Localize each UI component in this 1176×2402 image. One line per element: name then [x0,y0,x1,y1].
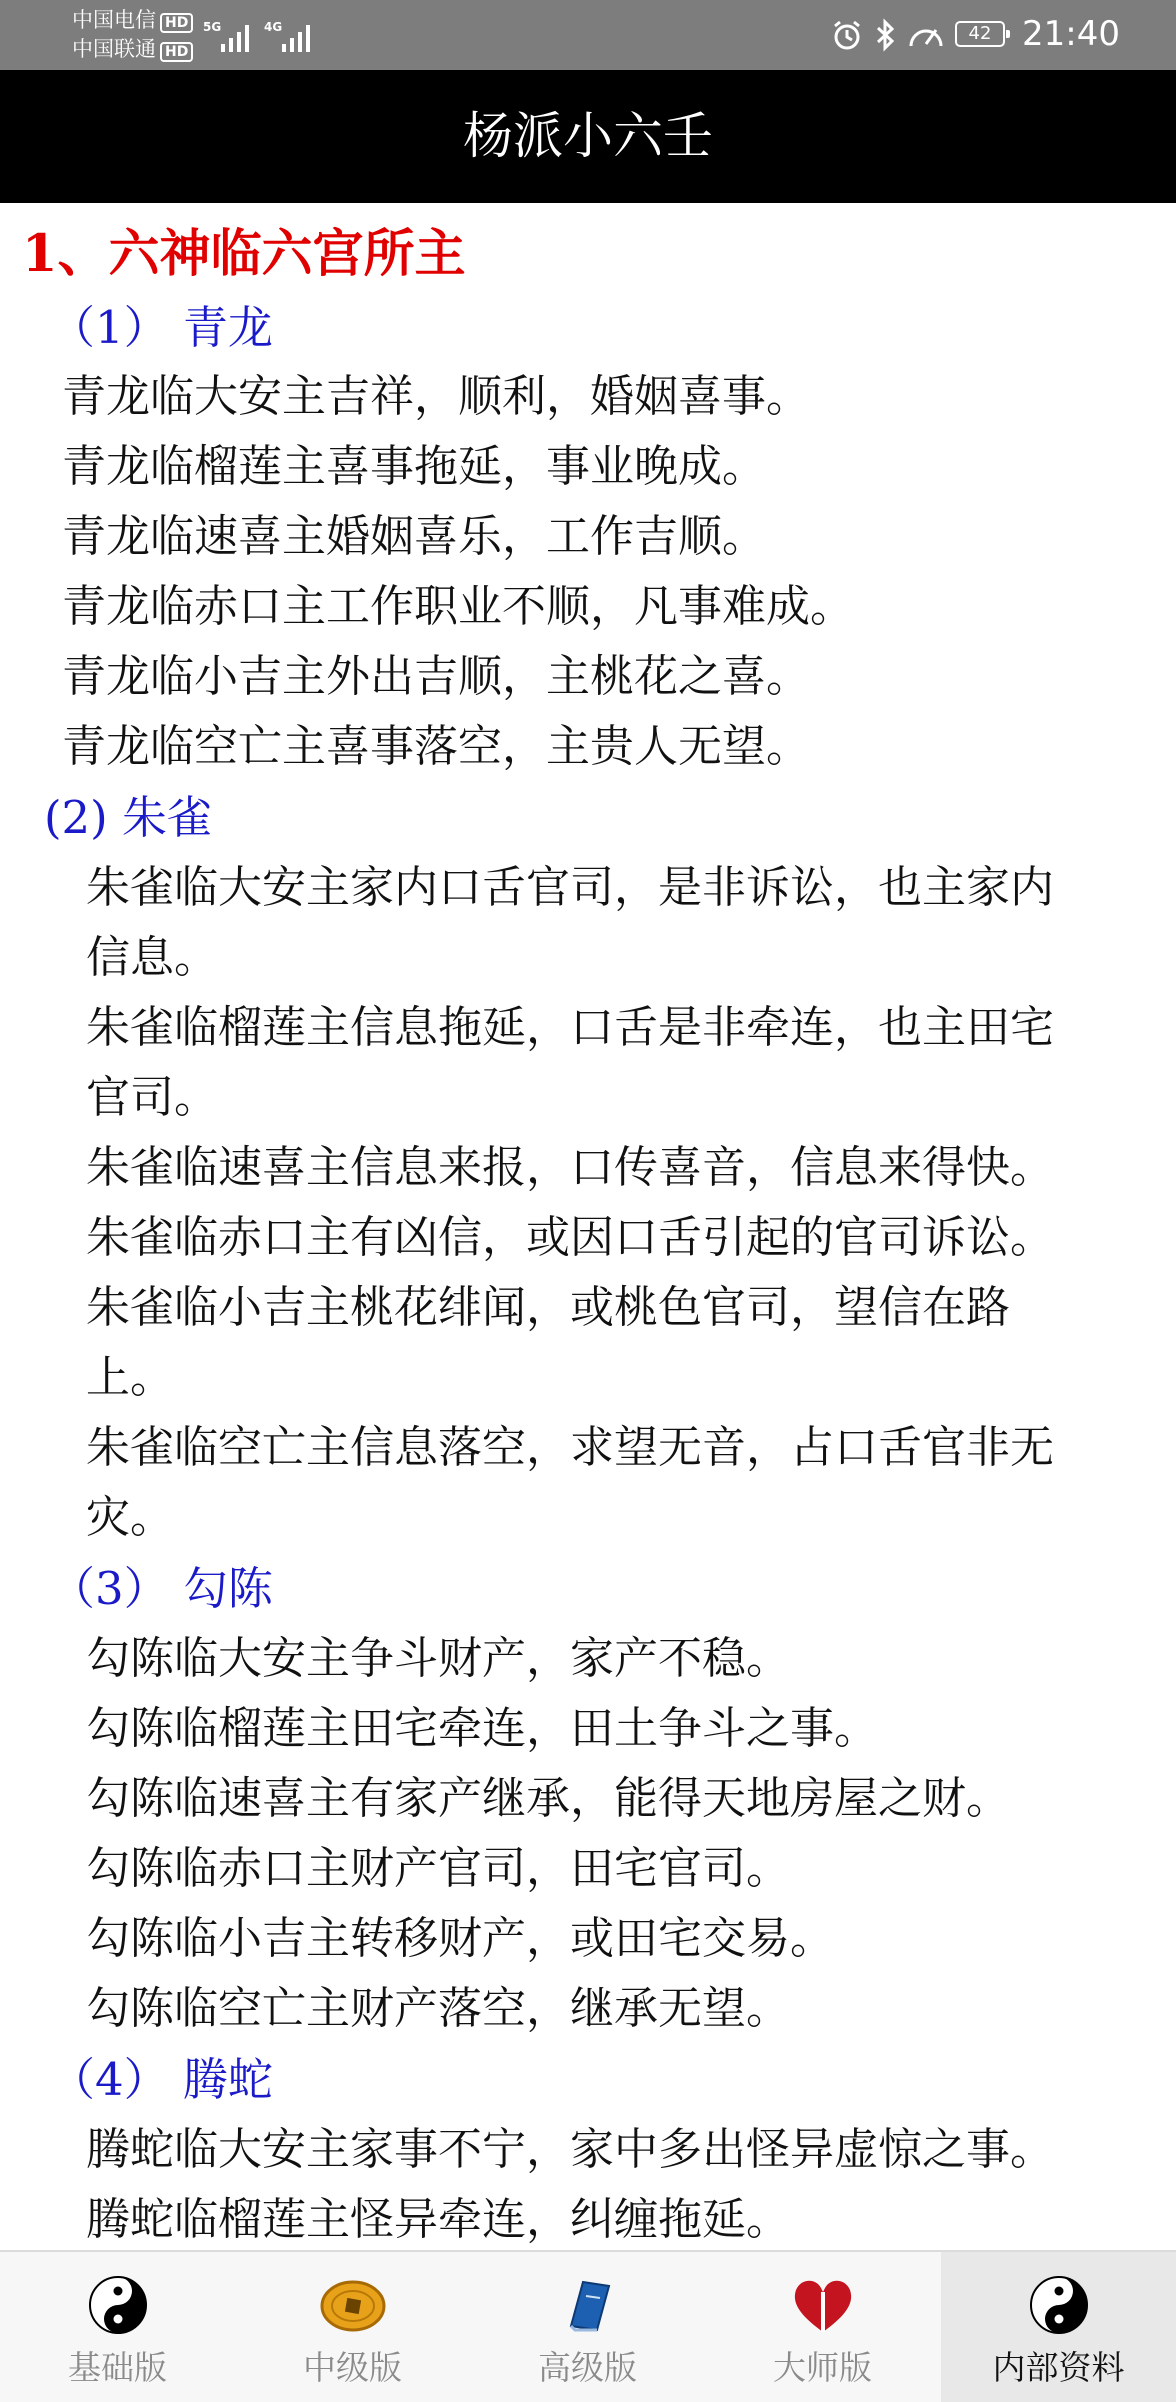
text-line: 勾陈临赤口主财产官司，田宅官司。 [86,1843,790,1894]
text-line: 上。 [86,1352,174,1403]
app-header [0,70,1176,203]
carrier-1-label: 中国电信 [72,8,156,32]
text-line: 朱雀临大安主家内口舌官司，是非诉讼，也主家内 [86,862,1054,913]
text-line: 青龙临速喜主婚姻喜乐，工作吉顺。 [62,511,766,562]
hd-badge: HD [160,42,193,62]
coin-icon [318,2274,388,2336]
text-line: 勾陈临榴莲主田宅牵连，田土争斗之事。 [86,1703,878,1754]
nav-label: 高级版 [538,2348,637,2387]
nav-item-internal[interactable] [941,2252,1176,2402]
text-line: 勾陈临大安主争斗财产，家产不稳。 [86,1633,790,1684]
text-line: 青龙临空亡主喜事落空，主贵人无望。 [62,721,810,772]
subsection-heading: （3） 勾陈 [50,1562,273,1615]
hd-badge: HD [160,13,193,33]
text-line: 朱雀临榴莲主信息拖延，口舌是非牵连，也主田宅 [86,1002,1054,1053]
text-line: 青龙临大安主吉祥，顺利，婚姻喜事。 [62,371,810,422]
text-line: 朱雀临空亡主信息落空，求望无音，占口舌官非无 [86,1422,1054,1473]
nav-item-basic[interactable] [0,2252,235,2402]
text-line: 朱雀临小吉主桃花绯闻，或桃色官司，望信在路 [86,1282,1010,1333]
nav-label: 内部资料 [992,2348,1125,2387]
section-title: 1、六神临六宫所主 [22,224,466,284]
nav-label: 基础版 [68,2348,167,2387]
nav-item-master[interactable] [705,2252,940,2402]
text-line: 青龙临赤口主工作职业不顺，凡事难成。 [62,581,854,632]
nav-label: 大师版 [773,2348,872,2387]
text-line: 官司。 [86,1072,218,1123]
bottom-nav [0,2250,1176,2402]
text-line: 朱雀临速喜主信息来报，口传喜音，信息来得快。 [86,1142,1054,1193]
text-line: 青龙临榴莲主喜事拖延，事业晚成。 [62,441,766,492]
text-line: 腾蛇临大安主家事不宁，家中多出怪异虚惊之事。 [86,2124,1054,2175]
text-line: 勾陈临空亡主财产落空，继承无望。 [86,1983,790,2034]
text-line: 青龙临小吉主外出吉顺，主桃花之喜。 [62,651,810,702]
carrier-info [72,6,193,64]
subsection-heading: （1） 青龙 [50,301,273,354]
bluetooth-icon [873,18,897,52]
text-line: 信息。 [86,932,218,983]
heart-icon [788,2274,858,2336]
yin-yang-icon [1028,2274,1090,2336]
nav-label: 中级版 [303,2348,402,2387]
article-content[interactable] [0,203,1176,2250]
alarm-icon [830,18,864,52]
yin-yang-icon [87,2274,149,2336]
carrier-2-label: 中国联通 [72,37,156,61]
text-line: 灾。 [86,1492,174,1543]
subsection-heading: (2) 朱雀 [44,791,213,844]
subsection-heading: （4） 腾蛇 [50,2053,273,2106]
text-line: 腾蛇临榴莲主怪异牵连，纠缠拖延。 [86,2194,790,2245]
speed-icon [906,18,946,52]
battery-icon: 42 [955,21,1005,47]
nav-item-advanced[interactable] [470,2252,705,2402]
page-title: 杨派小六壬 [463,107,713,165]
status-bar: 中国电信 HD 中国联通 HD 5G 4G 42 21:40 [0,0,1176,70]
text-line: 勾陈临速喜主有家产继承，能得天地房屋之财。 [86,1773,1010,1824]
text-line: 朱雀临赤口主有凶信，或因口舌引起的官司诉讼。 [86,1212,1054,1263]
nav-item-intermediate[interactable] [235,2252,470,2402]
text-line: 勾陈临小吉主转移财产，或田宅交易。 [86,1913,834,1964]
clock: 21:40 [1022,14,1120,54]
book-icon [557,2274,619,2336]
